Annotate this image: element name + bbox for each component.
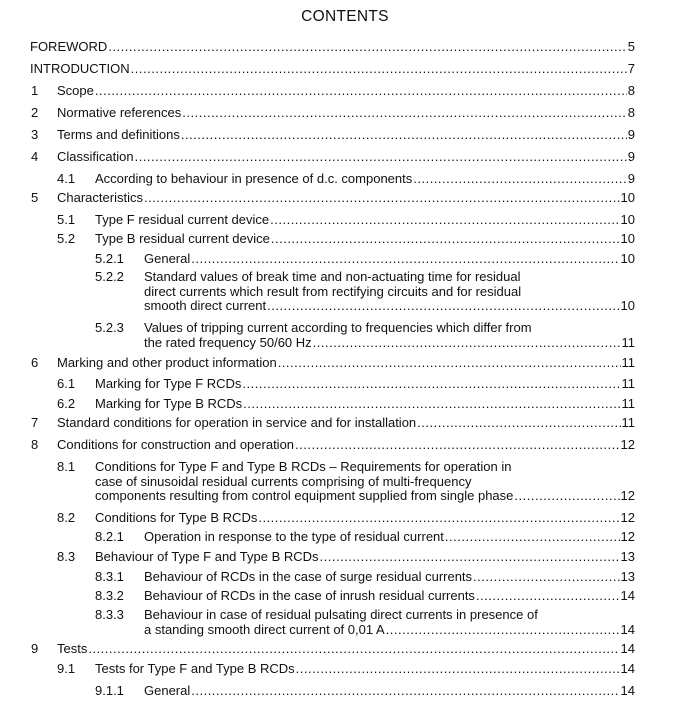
toc-entry[interactable]: [95, 589, 635, 604]
section-number: 5.2.1: [95, 251, 124, 266]
section-title-line: Normative references: [57, 105, 182, 120]
page-number: 8: [627, 105, 635, 120]
toc-entry[interactable]: [30, 62, 635, 77]
section-title-line: Marking and other product information: [57, 355, 277, 370]
dot-leader: [295, 438, 619, 453]
toc-entry[interactable]: [30, 40, 635, 55]
toc-entry[interactable]: [57, 460, 635, 504]
section-number: 6.1: [57, 376, 76, 391]
toc-entry[interactable]: [31, 128, 635, 143]
page-number: 10: [620, 298, 635, 313]
toc-entry[interactable]: [57, 232, 635, 247]
dot-leader: [135, 150, 627, 165]
section-title: [144, 570, 635, 585]
section-number: 8.3: [57, 549, 76, 564]
section-title: [30, 40, 635, 55]
toc-entry[interactable]: [95, 570, 635, 585]
dot-leader: [386, 623, 620, 638]
page-number: 12: [620, 488, 635, 503]
toc-entry[interactable]: [57, 662, 635, 677]
page-number: 10: [620, 251, 635, 266]
section-title-line: Characteristics: [57, 190, 143, 205]
dot-leader: [313, 336, 621, 351]
dot-leader: [514, 489, 619, 504]
section-number: 1: [31, 83, 39, 98]
toc-entry[interactable]: [31, 438, 635, 453]
toc-entry[interactable]: [95, 252, 635, 267]
section-number: 8.3.3: [95, 607, 124, 622]
section-title-line: Behaviour of RCDs in the case of surge residual currents: [144, 569, 473, 584]
toc-entry[interactable]: [57, 550, 635, 565]
section-title-line: Type F residual current device: [95, 212, 270, 227]
section-title-line: Marking for Type F RCDs: [95, 376, 242, 391]
toc-entry[interactable]: [95, 270, 635, 314]
section-title: [95, 213, 635, 228]
section-title-line: Classification: [57, 149, 134, 164]
section-number: 9.1.1: [95, 683, 124, 698]
section-title: [144, 589, 635, 604]
toc-entry[interactable]: [57, 511, 635, 526]
section-title: [57, 416, 635, 431]
toc-entry[interactable]: [95, 530, 635, 545]
page-number: 7: [627, 61, 635, 76]
section-number: 6.2: [57, 396, 76, 411]
dot-leader: [191, 684, 619, 699]
page-number: 13: [620, 549, 635, 564]
section-title-line: Type B residual current device: [95, 231, 270, 246]
section-title-line: Tests: [57, 641, 88, 656]
section-title-line: INTRODUCTION: [30, 61, 130, 76]
dot-leader: [413, 172, 627, 187]
dot-leader: [476, 589, 620, 604]
page-number: 10: [620, 212, 635, 227]
page-number: 8: [627, 83, 635, 98]
section-title: [144, 608, 635, 637]
toc-entry[interactable]: [31, 84, 635, 99]
page-number: 14: [620, 683, 635, 698]
page-number: 9: [627, 127, 635, 142]
section-title-line: Marking for Type B RCDs: [95, 396, 243, 411]
section-title: [57, 438, 635, 453]
section-number: 8.3.1: [95, 569, 124, 584]
section-number: 5.2.2: [95, 269, 124, 284]
section-title-line: Behaviour in case of residual pulsating direct currents in presence of: [144, 607, 538, 622]
section-title-line: General: [144, 683, 191, 698]
toc-entry[interactable]: [31, 642, 635, 657]
toc-entry[interactable]: [31, 106, 635, 121]
section-number: 9: [31, 641, 39, 656]
section-number: 8: [31, 437, 39, 452]
dot-leader: [95, 84, 627, 99]
section-title-line: Conditions for Type F and Type B RCDs – Requirements for operation in: [95, 459, 512, 474]
section-title: [144, 321, 635, 350]
contents-title: CONTENTS: [301, 8, 389, 25]
section-title-line: Values of tripping current according to frequencies which differ from: [144, 320, 532, 335]
dot-leader: [144, 191, 620, 206]
page-number: 12: [620, 437, 635, 452]
dot-leader: [191, 252, 619, 267]
dot-leader: [296, 662, 620, 677]
dot-leader: [182, 106, 626, 121]
section-number: 4.1: [57, 171, 76, 186]
dot-leader: [473, 570, 619, 585]
section-number: 5.2: [57, 231, 76, 246]
section-title-line: Terms and definitions: [57, 127, 180, 142]
section-title-line: case of sinusoidal residual currents comprising of multi-frequency: [95, 473, 472, 489]
section-title: [95, 397, 635, 412]
section-title-line: Behaviour of RCDs in the case of inrush residual currents: [144, 588, 475, 603]
section-title-line: Conditions for Type B RCDs: [95, 510, 258, 525]
section-title: [95, 377, 635, 392]
page-number: 10: [620, 231, 635, 246]
section-number: 8.2.1: [95, 529, 124, 544]
section-title-line: General: [144, 251, 191, 266]
dot-leader: [131, 62, 627, 77]
dot-leader: [243, 397, 620, 412]
section-title: [144, 252, 635, 267]
page-number: 12: [620, 510, 635, 525]
section-title-line: smooth direct current: [144, 298, 267, 313]
page-number: 14: [620, 661, 635, 676]
page-number: 9: [627, 171, 635, 186]
page-number: 10: [620, 190, 635, 205]
section-number: 9.1: [57, 661, 76, 676]
section-title-line: FOREWORD: [30, 39, 108, 54]
page-number: 11: [621, 376, 635, 391]
dot-leader: [242, 377, 620, 392]
toc-entry[interactable]: [95, 608, 635, 637]
page-number: 5: [627, 39, 635, 54]
section-number: 4: [31, 149, 39, 164]
toc-entry[interactable]: [57, 397, 635, 412]
section-title: [57, 191, 635, 206]
section-title: [57, 84, 635, 99]
section-number: 5.2.3: [95, 320, 124, 335]
section-title: [95, 232, 635, 247]
section-title-line: Behaviour of Type F and Type B RCDs: [95, 549, 319, 564]
dot-leader: [108, 40, 626, 55]
page-number: 11: [621, 334, 635, 350]
section-title: [57, 356, 635, 371]
section-title: [95, 550, 635, 565]
section-number: 8.3.2: [95, 588, 124, 603]
section-title: [57, 642, 635, 657]
section-title-line: Scope: [57, 83, 94, 98]
section-title-line: According to behaviour in presence of d.c. components: [95, 171, 413, 186]
toc-entry[interactable]: [57, 213, 635, 228]
dot-leader: [88, 642, 619, 657]
page-number: 11: [621, 355, 635, 370]
page-number: 13: [620, 569, 635, 584]
section-title-line: Tests for Type F and Type B RCDs: [95, 661, 295, 676]
dot-leader: [445, 530, 620, 545]
toc-entry[interactable]: [57, 377, 635, 392]
page-number: 12: [620, 529, 635, 544]
toc-entry[interactable]: [31, 191, 635, 206]
dot-leader: [271, 232, 620, 247]
section-title: [57, 128, 635, 143]
section-number: 5.1: [57, 212, 76, 227]
toc-entry[interactable]: [95, 684, 635, 699]
dot-leader: [258, 511, 619, 526]
dot-leader: [278, 356, 621, 371]
page-number: 11: [621, 415, 635, 430]
section-number: 3: [31, 127, 39, 142]
section-title: [57, 106, 635, 121]
section-title-line: Conditions for construction and operation: [57, 437, 295, 452]
section-title: [144, 530, 635, 545]
page-number: 11: [621, 396, 635, 411]
toc-entry[interactable]: [31, 416, 635, 431]
section-title-line: direct currents which result from rectifying circuits and for residual: [144, 283, 522, 299]
section-number: 2: [31, 105, 39, 120]
section-number: 7: [31, 415, 39, 430]
section-title-line: Standard conditions for operation in service and for installation: [57, 415, 417, 430]
section-number: 8.1: [57, 459, 76, 474]
page-number: 14: [620, 641, 635, 656]
section-title: [95, 511, 635, 526]
section-title-line: the rated frequency 50/60 Hz: [144, 334, 312, 350]
section-title-line: a standing smooth direct current of 0,01 A: [144, 621, 385, 637]
section-title-line: components resulting from control equipment supplied from single phase: [95, 488, 514, 503]
page-number: 9: [627, 149, 635, 164]
section-title-line: Operation in response to the type of residual current: [144, 529, 444, 544]
page-number: 14: [620, 621, 635, 637]
section-title: [95, 460, 635, 504]
section-title: [144, 684, 635, 699]
toc-entry[interactable]: [95, 321, 635, 350]
toc-entry[interactable]: [31, 150, 635, 165]
section-title-line: Standard values of break time and non-actuating time for residual: [144, 269, 521, 284]
dot-leader: [267, 299, 619, 314]
section-number: 6: [31, 355, 39, 370]
section-title: [144, 270, 635, 314]
section-number: 8.2: [57, 510, 76, 525]
page-number: 14: [620, 588, 635, 603]
section-title: [95, 172, 635, 187]
section-title: [30, 62, 635, 77]
section-title: [95, 662, 635, 677]
dot-leader: [320, 550, 620, 565]
dot-leader: [417, 416, 620, 431]
toc-entry[interactable]: [31, 356, 635, 371]
section-number: 5: [31, 190, 39, 205]
dot-leader: [270, 213, 619, 228]
dot-leader: [181, 128, 627, 143]
toc-entry[interactable]: [57, 172, 635, 187]
section-title: [57, 150, 635, 165]
